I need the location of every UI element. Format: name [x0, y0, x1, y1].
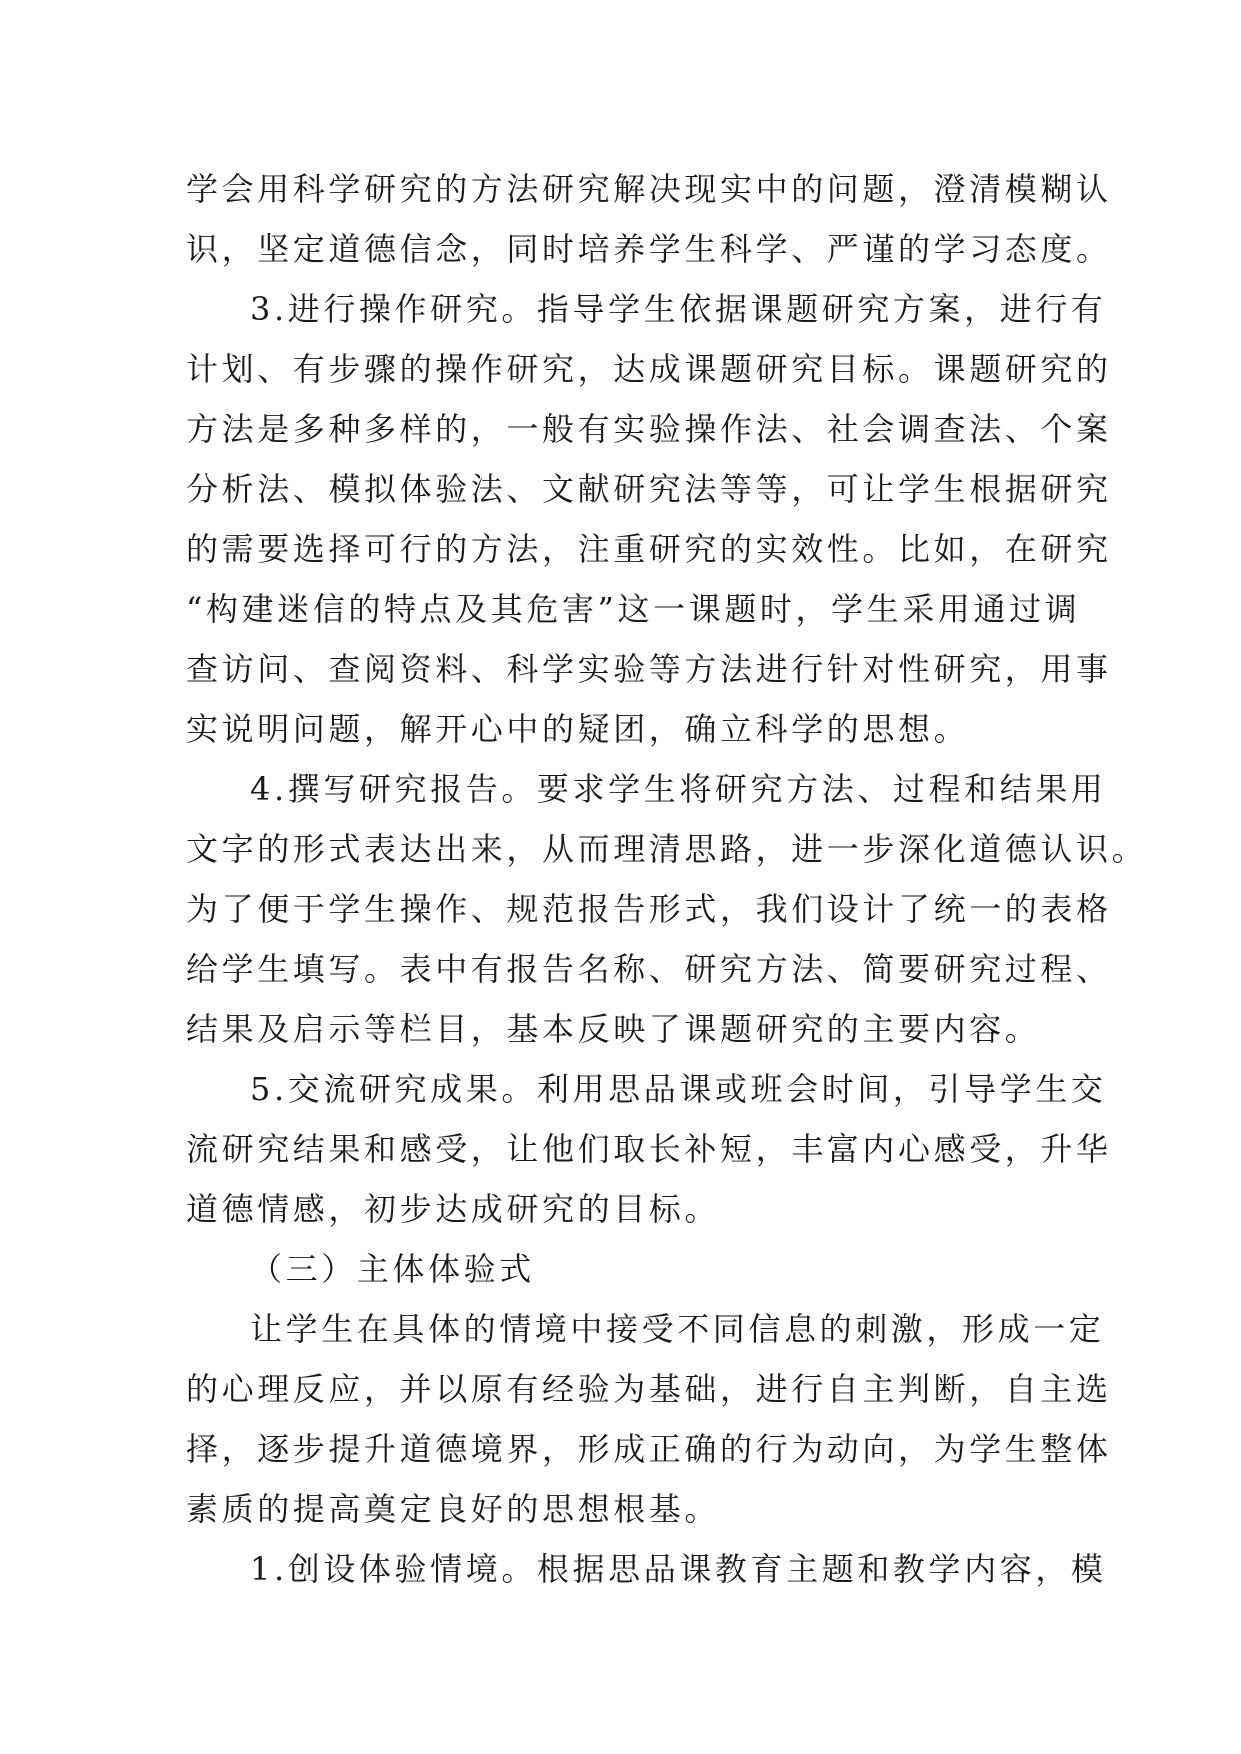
text-line: 识，坚定道德信念，同时培养学生科学、严谨的学习态度。 [186, 230, 1112, 268]
text-line: 的心理反应，并以原有经验为基础，进行自主判断，自主选 [186, 1370, 1112, 1408]
text-line: 道德情感，初步达成研究的目标。 [186, 1190, 721, 1228]
text-line: 方法是多种多样的，一般有实验操作法、社会调查法、个案 [186, 410, 1112, 448]
text-line: 查访问、查阅资料、科学实验等方法进行针对性研究，用事 [186, 650, 1112, 688]
text-line: 素质的提高奠定良好的思想根基。 [186, 1490, 721, 1528]
text-line: 实说明问题，解开心中的疑团，确立科学的思想。 [186, 710, 970, 748]
text-line: 学会用科学研究的方法研究解决现实中的问题，澄清模糊认 [186, 170, 1112, 208]
text-line: 为了便于学生操作、规范报告形式，我们设计了统一的表格 [186, 890, 1112, 928]
text-line: “构建迷信的特点及其危害”这一课题时，学生采用通过调 [186, 590, 1081, 628]
text-line: 结果及启示等栏目，基本反映了课题研究的主要内容。 [186, 1010, 1041, 1048]
text-line: 文字的形式表达出来，从而理清思路，进一步深化道德认识。 [186, 830, 1148, 868]
paragraph-start-line: 3.进行操作研究。指导学生依据课题研究方案，进行有 [250, 290, 1107, 328]
paragraph-start-line: 5.交流研究成果。利用思品课或班会时间，引导学生交 [250, 1070, 1107, 1108]
text-line: 分析法、模拟体验法、文献研究法等等，可让学生根据研究 [186, 470, 1112, 508]
section-heading: （三）主体体验式 [250, 1250, 535, 1288]
text-line: 给学生填写。表中有报告名称、研究方法、简要研究过程、 [186, 950, 1112, 988]
paragraph-start-line: 让学生在具体的情境中接受不同信息的刺激，形成一定 [250, 1310, 1105, 1348]
text-line: 流研究结果和感受，让他们取长补短，丰富内心感受，升华 [186, 1130, 1112, 1168]
paragraph-start-line: 1.创设体验情境。根据思品课教育主题和教学内容，模 [250, 1550, 1107, 1588]
text-line: 择，逐步提升道德境界，形成正确的行为动向，为学生整体 [186, 1430, 1112, 1468]
paragraph-start-line: 4.撰写研究报告。要求学生将研究方法、过程和结果用 [250, 770, 1107, 808]
text-line: 的需要选择可行的方法，注重研究的实效性。比如，在研究 [186, 530, 1112, 568]
text-line: 计划、有步骤的操作研究，达成课题研究目标。课题研究的 [186, 350, 1112, 388]
body-text [186, 159, 1148, 1599]
